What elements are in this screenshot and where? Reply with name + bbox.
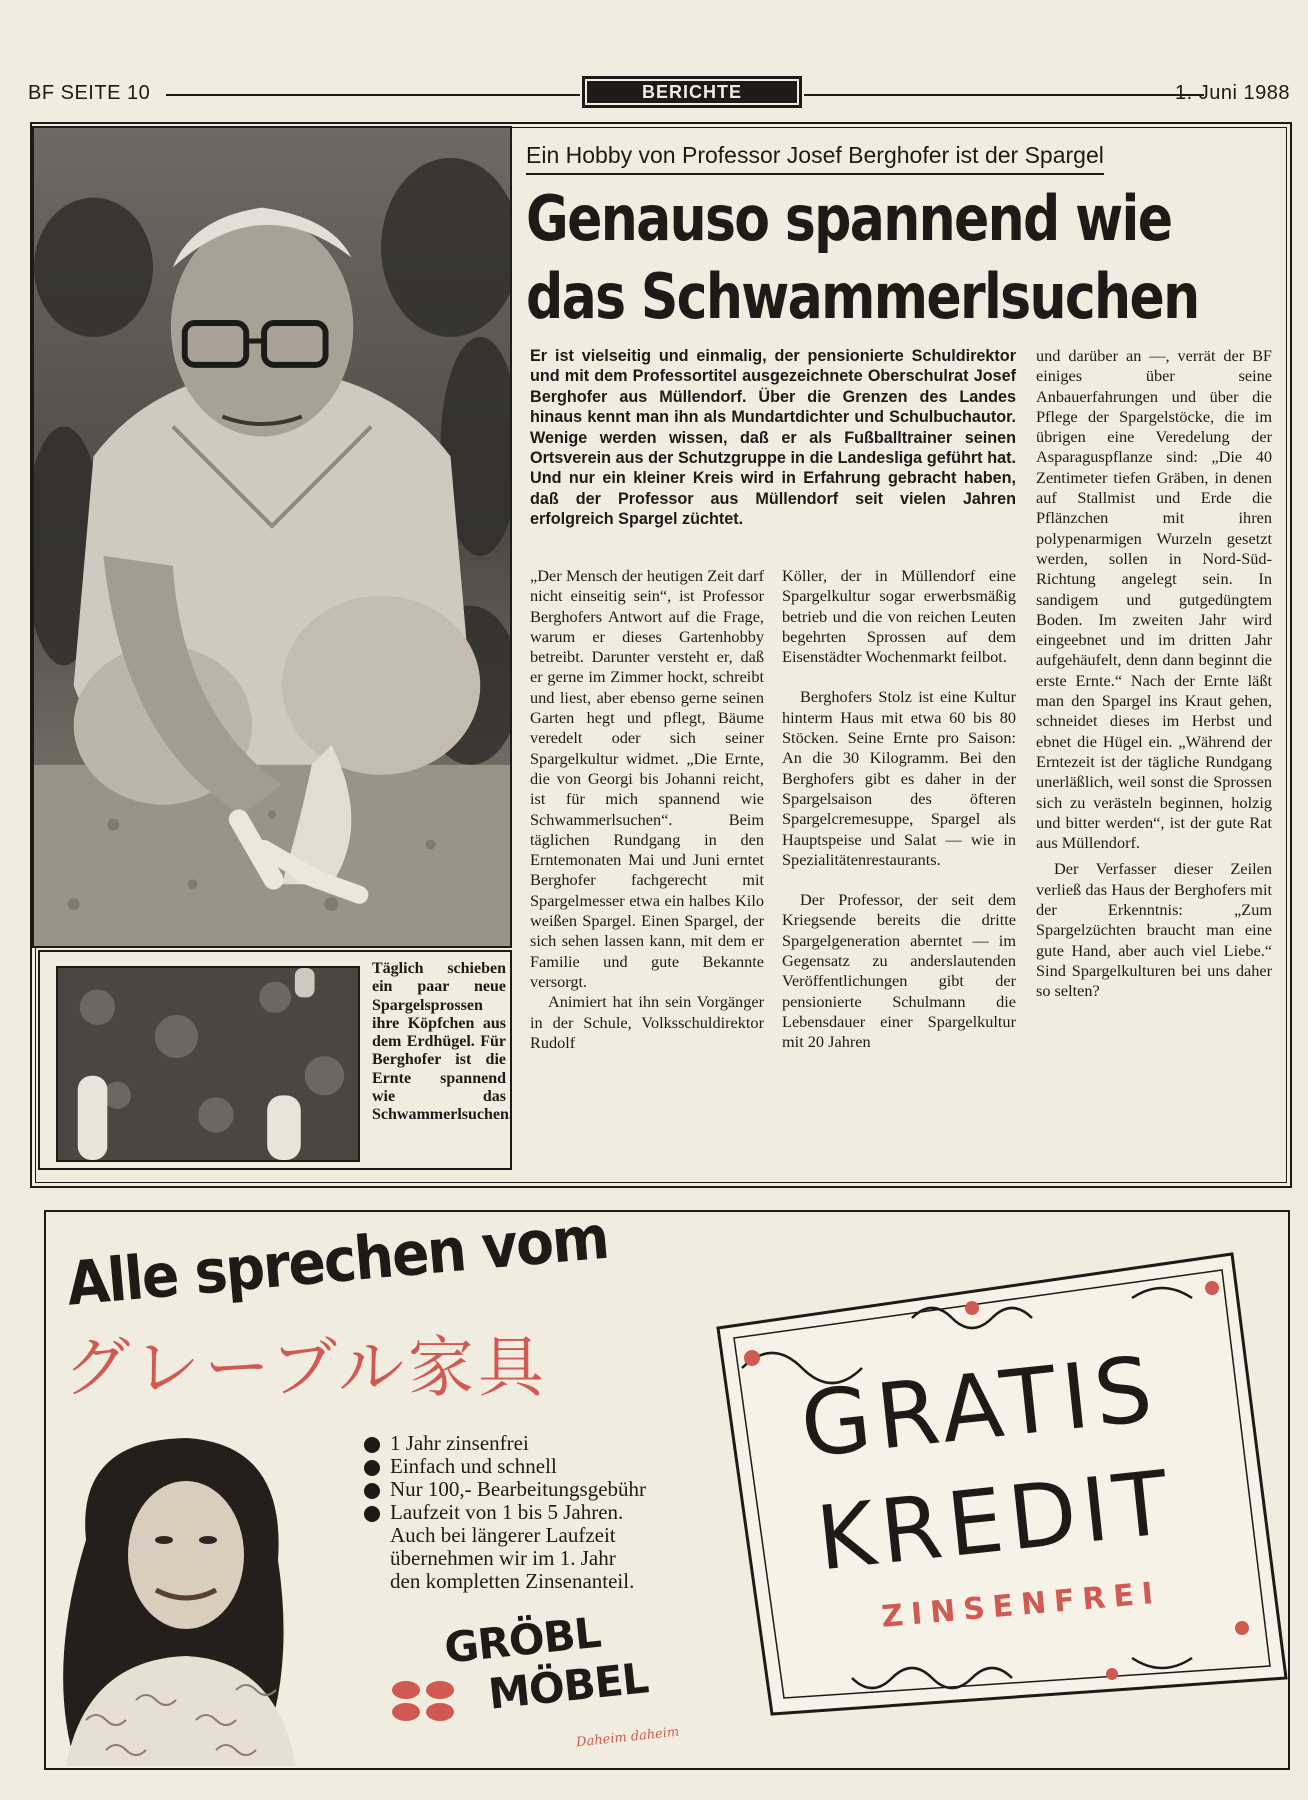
sign-text-zinsenfrei: ZINSENFREI bbox=[880, 1575, 1163, 1635]
header-rule-left bbox=[166, 94, 580, 96]
paragraph: Der Verfasser dieser Zeilen verließ das Haus der Berghofers mit der Erkenntnis: „Zum Spargelzüchten braucht man eine gute Hand, aber auch viel Liebe.“ Sind Spargelkulturen bei uns daher so selten? bbox=[1036, 859, 1272, 1001]
article-kicker: Ein Hobby von Professor Josef Berghofer ist der Spargel bbox=[526, 142, 1104, 175]
photo-professor-in-garden bbox=[32, 126, 512, 948]
logo-word-groebl: GRÖBL bbox=[442, 1607, 603, 1673]
paragraph: Animiert hat ihn sein Vorgänger in der Schule, Volksschuldirektor Rudolf bbox=[530, 992, 764, 1052]
logo-dots-icon bbox=[388, 1676, 488, 1726]
logo-slogan: Daheim daheim bbox=[575, 1724, 680, 1751]
headline-line-1: Genauso spannend wie bbox=[526, 182, 1172, 255]
photo-caption: Täglich schieben ein paar neue Spargelsprossen ihre Köpfchen aus dem Erdhügel. Für Berghofer ist die Ernte spannend wie das Schwammerlsuchen. bbox=[372, 960, 513, 1124]
page-number: BF SEITE 10 bbox=[28, 82, 151, 104]
section-label: BERICHTE bbox=[587, 81, 797, 103]
article-column-3 bbox=[1036, 346, 1272, 1022]
paragraph: Der Professor, der seit dem Kriegsende bereits die dritte Spargelgeneration aberntet — im Gegensatz zu anderslautenden Veröffentlichungen gibt der pensionierte Schulmann die Lebensdauer einer Spargelkultur mit 20 Jahren bbox=[782, 890, 1016, 1052]
ad-bullet: Einfach und schnell bbox=[362, 1455, 712, 1478]
article-lead: Er ist vielseitig und einmalig, der pensionierte Schuldirektor und mit dem Professortitel ausgezeichnete Oberschulrat Josef Berghofer aus Müllendorf. Über die Grenzen des Landes hinaus kennt man ihn als Mundartdichter und Schulbuchautor. Wenige werden wissen, daß er als Fußballtrainer seinen Ortsverein aus der Schutzgruppe in die Landesliga geführt hat. Und nur ein kleiner Kreis wird in Erfahrung gebracht haben, daß der Professor aus Müllendorf seit vielen Jahren erfolgreich Spargel züchtet. bbox=[530, 347, 1016, 529]
article-column-2 bbox=[782, 566, 1016, 1073]
ad-model-photo bbox=[46, 1420, 306, 1766]
ad-headline: Alle sprechen vom bbox=[64, 1202, 611, 1320]
sign-text-kredit: KREDIT bbox=[812, 1450, 1179, 1591]
article-column-1 bbox=[530, 566, 764, 1053]
ad-bullet: 1 Jahr zinsenfrei bbox=[362, 1432, 712, 1455]
header-rule-right bbox=[804, 94, 1204, 96]
paragraph: und darüber an —, verrät der BF einiges über seine Anbauerfahrungen und über die Pflege der Spargelstöcke, die im übrigen eine Veredelung der Asparaguspflanze sind: „Die 40 Zentimeter tiefen Gräben, in denen auf Stallmist und Erde die Pflänzchen mit ihren polypenarmigen Wurzeln gesetzt werden, sollen in Nord-Süd-Richtung angelegt sein. In sandigem und gutgedüngtem Boden. Im zweiten Jahr wird eingeebnet und im dritten Jahr aufgehäufelt, denn dann beginnt die erste Ernte.“ Nach der Ernte läßt man den Spargel ins Kraut gehen, schneidet dieses im Herbst und ebnet die Hügel ein. „Während der Erntezeit ist der tägliche Rundgang unerläßlich, weil sonst die Sprossen sich zu verästeln beginnen, holzig und bitter werden“, ist der gute Rat aus Müllendorf. bbox=[1036, 346, 1272, 853]
gratis-kredit-sign bbox=[712, 1248, 1292, 1718]
ad-bullet-continuation: Auch bei längerer Laufzeit bbox=[390, 1523, 616, 1547]
ad-japanese-text: グレーブル家具 bbox=[64, 1329, 549, 1406]
page-header bbox=[28, 76, 1290, 106]
paragraph: Köller, der in Müllendorf eine Spargelkultur sogar erwerbsmäßig betrieb und die von reichen Leuten begehrten Sprossen auf dem Eisenstädter Wochenmarkt feilbot. bbox=[782, 566, 1016, 667]
ad-bullet: Laufzeit von 1 bis 5 Jahren. bbox=[362, 1501, 712, 1524]
paragraph: „Der Mensch der heutigen Zeit darf nicht einseitig sein“, ist Professor Berghofers Antwort auf die Frage, warum er dieses Gartenhobby betreibt. Darunter versteht er, daß er gerne im Zimmer hockt, schreibt und liest, aber ebenso gerne seinen Garten hegt und pflegt, Bäume veredelt oder sich seiner Spargelkultur widmet. „Die Ernte, die von Georgi bis Johanni reicht, ist für mich spannend wie Schwammerlsuchen“. Beim täglichen Rundgang in den Erntemonaten Mai und Juni erntet Berghofer fachgerecht mit Spargelmesser etwa ein halbes Kilo weißen Spargel. Einen Spargel, der sich sehen lassen kann, mit dem er Familie und gute Bekannte versorgt. bbox=[530, 566, 764, 991]
photo-asparagus-sprouts bbox=[56, 966, 360, 1162]
paragraph: Berghofers Stolz ist eine Kultur hinterm Haus mit etwa 60 bis 80 Stöcken. Seine Ernte pro Saison: An die 30 Kilogramm. Bei den Berghofers gibt es daher in der Spargelsaison des öfteren Spargelcremesuppe, Spargel als Hauptspeise und Salat — wie in Spezialitätenrestaurants. bbox=[782, 687, 1016, 869]
logo-word-moebel: MÖBEL bbox=[486, 1653, 651, 1719]
sign-text-gratis: GRATIS bbox=[796, 1336, 1163, 1479]
ad-benefit-list bbox=[362, 1432, 712, 1593]
groebl-moebel-logo bbox=[388, 1606, 688, 1756]
ad-bullet-continuation: übernehmen wir im 1. Jahr bbox=[390, 1546, 616, 1570]
ad-bullet: Nur 100,- Bearbeitungsgebühr bbox=[362, 1478, 712, 1501]
section-label-box bbox=[582, 76, 802, 108]
issue-date: 1. Juni 1988 bbox=[1175, 82, 1290, 104]
headline-line-2: das Schwammerlsuchen bbox=[526, 260, 1199, 333]
ad-bullet-continuation: den kompletten Zinsenanteil. bbox=[390, 1569, 635, 1593]
article-headline bbox=[526, 180, 1199, 336]
